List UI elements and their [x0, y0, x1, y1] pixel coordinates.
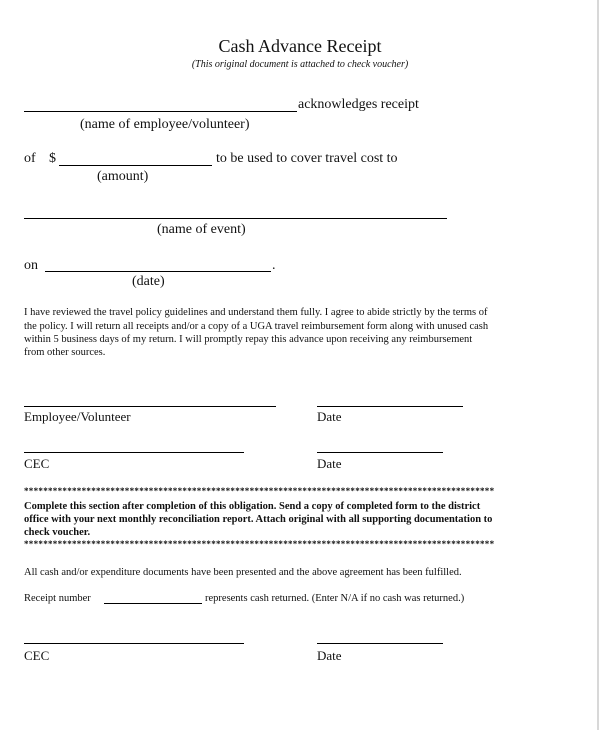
travel-text: to be used to cover travel cost to	[216, 151, 398, 166]
policy-line: the policy. I will return all receipts and/or a copy of a UGA travel reimbursement form along with unused cash	[24, 321, 489, 332]
amount-line[interactable]	[59, 165, 212, 166]
final-cec-date-label: Date	[317, 648, 342, 663]
on-text: on	[24, 258, 38, 273]
dollar-sign: $	[49, 151, 56, 166]
instruction-line: office with your next monthly reconciliation report. Attach original with all supporting documentation to	[24, 514, 493, 525]
event-label: (name of event)	[157, 222, 246, 237]
policy-line: I have reviewed the travel policy guidelines and understand them fully. I agree to abide strictly by the terms of	[24, 307, 488, 318]
date-line[interactable]	[45, 271, 271, 272]
asterisk-divider: **************************************************************************************************	[24, 539, 495, 549]
receipt-number-text: represents cash returned. (Enter N/A if no cash was returned.)	[205, 593, 465, 604]
period: .	[272, 258, 276, 273]
policy-line: from other sources.	[24, 347, 106, 358]
employee-date-line[interactable]	[317, 406, 463, 407]
amount-label: (amount)	[97, 169, 149, 184]
asterisk-divider: **************************************************************************************************	[24, 486, 495, 496]
employee-signature-line[interactable]	[24, 406, 276, 407]
cec-label: CEC	[24, 456, 50, 471]
event-line[interactable]	[24, 218, 447, 219]
cec-signature-line[interactable]	[24, 452, 244, 453]
cec-date-label: Date	[317, 456, 342, 471]
date-label: (date)	[132, 274, 165, 289]
employee-name-line[interactable]	[24, 111, 297, 112]
instruction-line: check voucher.	[24, 527, 91, 538]
policy-line: within 5 business days of my return. I will promptly repay this advance upon receiving any reimbursement	[24, 334, 473, 345]
cec-date-line[interactable]	[317, 452, 443, 453]
final-cec-date-line[interactable]	[317, 643, 443, 644]
document-title: Cash Advance Receipt	[218, 36, 382, 56]
receipt-number-label: Receipt number	[24, 593, 91, 604]
fulfilled-statement: All cash and/or expenditure documents have been presented and the above agreement has been fulfilled.	[24, 567, 462, 578]
document-subtitle: (This original document is attached to check voucher)	[191, 59, 409, 70]
receipt-number-line[interactable]	[104, 603, 202, 604]
employee-label: (name of employee/volunteer)	[80, 117, 250, 132]
employee-signature-label: Employee/Volunteer	[24, 409, 131, 424]
of-text: of	[24, 151, 36, 166]
acknowledges-text: acknowledges receipt	[298, 97, 419, 112]
final-cec-label: CEC	[24, 648, 50, 663]
employee-date-label: Date	[317, 409, 342, 424]
instruction-line: Complete this section after completion of this obligation. Send a copy of completed form to the district	[24, 501, 481, 512]
final-cec-signature-line[interactable]	[24, 643, 244, 644]
